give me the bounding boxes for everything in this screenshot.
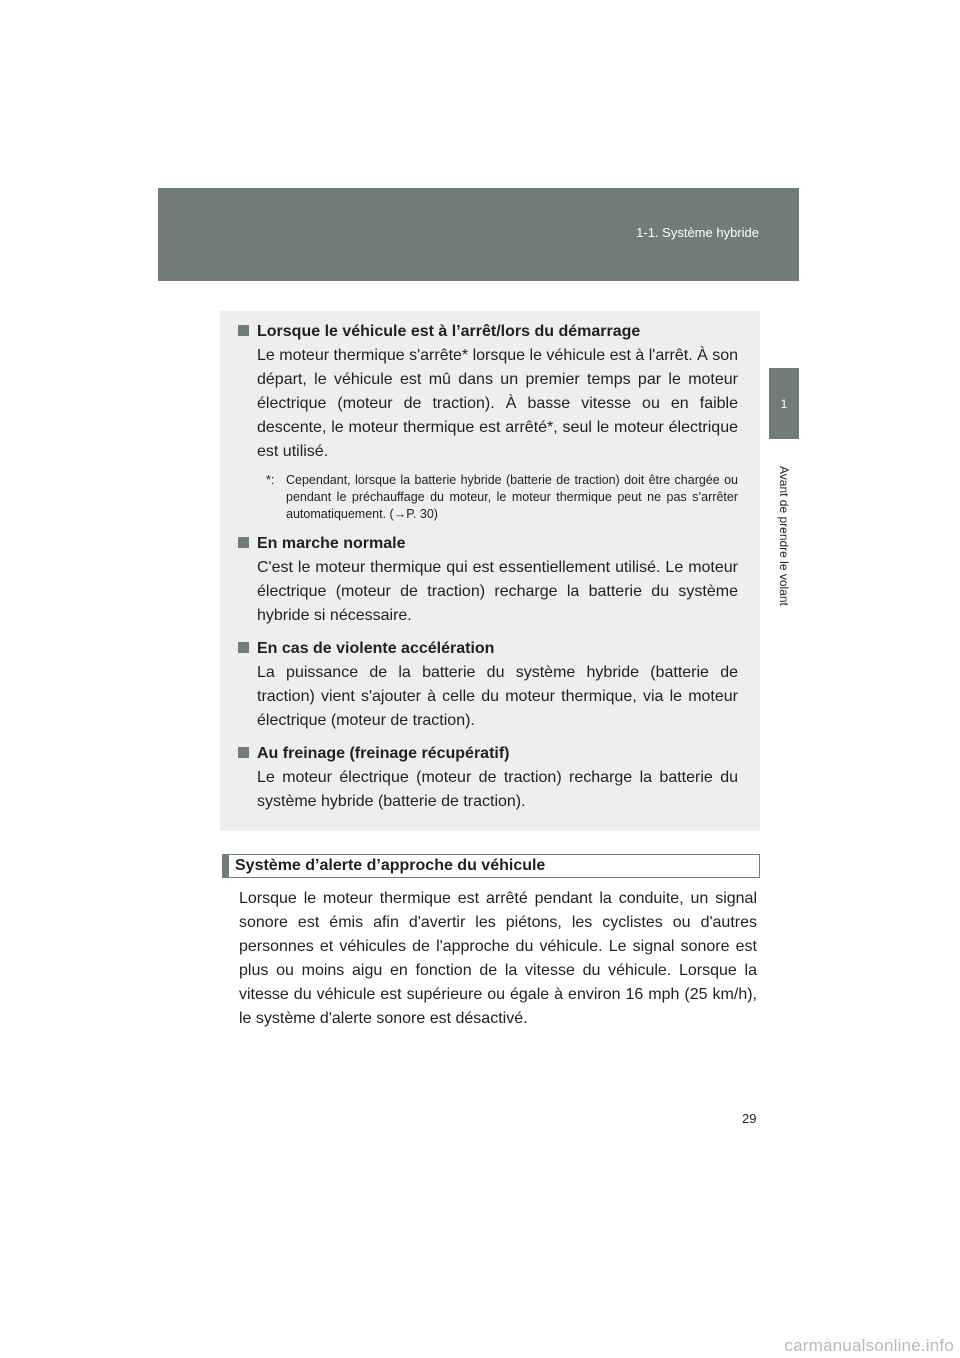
square-bullet-icon <box>238 537 249 548</box>
info-item <box>238 321 738 523</box>
header-bar <box>158 188 799 281</box>
square-bullet-icon <box>238 642 249 653</box>
square-bullet-icon <box>238 325 249 336</box>
info-item-heading: En marche normale <box>257 535 406 552</box>
footnote-text: Cependant, lorsque la batterie hybride (batterie de traction) doit être chargée ou pendant le préchauffage du moteur, le moteur thermique peut ne pas s’arrêter automatiquement. (→P. 30) <box>286 473 738 521</box>
section-body: Lorsque le moteur thermique est arrêté pendant la conduite, un signal sonore est émis afin d'avertir les piétons, les cyclistes ou d'autres personnes et véhicules de l'approche du véhicule. Le signal sonore est plus ou moins aigu en fonction de la vitesse du véhicule. Lorsque la vitesse du véhicule est supérieure ou égale à environ 16 mph (25 km/h), le système d'alerte sonore est désactivé. <box>239 890 757 1027</box>
heading-accent-bar <box>223 855 229 877</box>
square-bullet-icon <box>238 747 249 758</box>
info-item-heading: Lorsque le véhicule est à l’arrêt/lors du démarrage <box>257 323 641 340</box>
footnote <box>238 472 738 523</box>
info-item <box>238 638 738 733</box>
info-item-body: La puissance de la batterie du système hybride (batterie de traction) vient s'ajouter à celle du moteur thermique, via le moteur électrique (moteur de traction). <box>257 664 738 729</box>
footnote-mark: *: <box>266 473 275 487</box>
info-item <box>238 533 738 628</box>
chapter-tab <box>769 368 799 439</box>
page-number: 29 <box>742 1111 757 1126</box>
section-heading <box>222 854 760 878</box>
info-box <box>220 311 760 831</box>
section-title: 1-1. Système hybride <box>636 225 759 240</box>
section-heading-text: Système d’alerte d’approche du véhicule <box>235 857 546 874</box>
info-item-body: C'est le moteur thermique qui est essentiellement utilisé. Le moteur électrique (moteur de traction) recharge la batterie du système hybride si nécessaire. <box>257 559 738 624</box>
info-item-body: Le moteur thermique s'arrête* lorsque le véhicule est à l'arrêt. À son départ, le véhicule est mû dans un premier temps par le moteur électrique (moteur de traction). À basse vitesse ou en faible descente, le moteur thermique est arrêté*, seul le moteur électrique est utilisé. <box>257 347 739 460</box>
info-item-heading: En cas de violente accélération <box>257 640 495 657</box>
info-item-body: Le moteur électrique (moteur de traction) recharge la batterie du système hybride (batterie de traction). <box>257 769 738 810</box>
chapter-label-container <box>770 450 798 622</box>
info-item <box>238 743 738 814</box>
watermark: carmanualsonline.info <box>784 1336 954 1355</box>
chapter-number: 1 <box>780 396 788 411</box>
info-item-heading: Au freinage (freinage récupératif) <box>257 745 510 762</box>
chapter-label: Avant de prendre le volant <box>777 466 791 606</box>
